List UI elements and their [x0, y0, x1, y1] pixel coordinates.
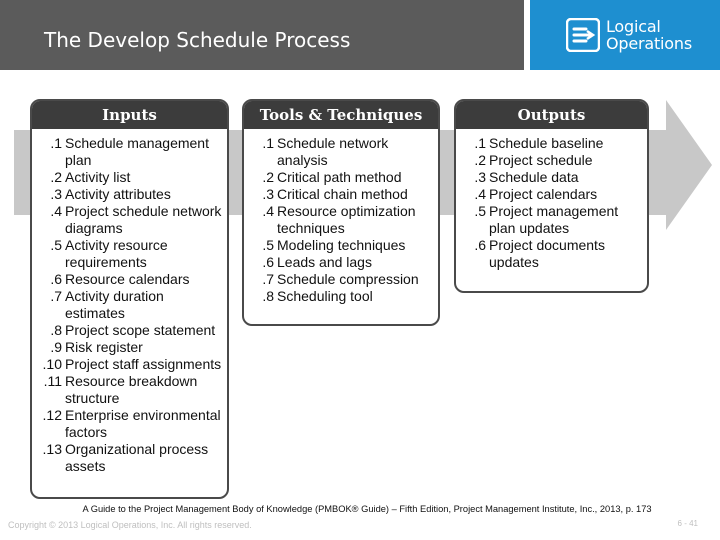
item-number: .4 [50, 203, 62, 219]
tools-list-item [244, 169, 438, 186]
tools-heading: Tools & Techniques [244, 101, 438, 129]
copyright: Copyright © 2013 Logical Operations, Inc. All rights reserved. [8, 520, 252, 530]
inputs-list [32, 129, 227, 475]
logo-line1: Logical [606, 17, 661, 36]
item-text: Organizational process assets [65, 441, 209, 474]
inputs-list-item [32, 356, 227, 373]
item-text: Critical path method [277, 169, 402, 185]
item-number: .3 [474, 169, 486, 185]
inputs-list-item [32, 407, 227, 441]
item-number: .6 [262, 254, 274, 270]
inputs-list-item [32, 441, 227, 475]
inputs-heading: Inputs [32, 101, 227, 129]
item-text: Schedule compression [277, 271, 419, 287]
tools-list [244, 129, 438, 305]
outputs-box [454, 99, 649, 293]
item-number: .5 [50, 237, 62, 253]
item-text: Critical chain method [277, 186, 408, 202]
item-number: .8 [262, 288, 274, 304]
item-number: .11 [43, 373, 62, 389]
item-number: .3 [50, 186, 62, 202]
outputs-list [456, 129, 647, 271]
item-number: .9 [50, 339, 62, 355]
item-text: Activity attributes [65, 186, 171, 202]
item-text: Enterprise environmental factors [65, 407, 221, 440]
tools-list-item [244, 254, 438, 271]
tools-list-item [244, 186, 438, 203]
item-number: .6 [474, 237, 486, 253]
tools-list-item [244, 237, 438, 254]
item-number: .8 [50, 322, 62, 338]
citation: A Guide to the Project Management Body of Knowledge (PMBOK® Guide) – Fifth Edition, Project Management Institute, Inc., 2013, p. 173 [82, 504, 652, 514]
inputs-list-item [32, 135, 227, 169]
item-text: Project documents updates [489, 237, 605, 270]
item-number: .1 [262, 135, 274, 151]
item-number: .6 [50, 271, 62, 287]
outputs-list-item [456, 186, 647, 203]
item-text: Scheduling tool [277, 288, 373, 304]
page-title: The Develop Schedule Process [44, 28, 351, 52]
item-text: Modeling techniques [277, 237, 406, 253]
outputs-list-item [456, 203, 647, 237]
item-number: .3 [262, 186, 274, 202]
item-text: Project scope statement [65, 322, 216, 338]
outputs-list-item [456, 237, 647, 271]
item-number: .7 [262, 271, 274, 287]
item-number: .1 [474, 135, 486, 151]
item-text: Project management plan updates [489, 203, 619, 236]
outputs-list-item [456, 169, 647, 186]
inputs-list-item [32, 169, 227, 186]
item-number: .4 [474, 186, 486, 202]
item-number: .10 [42, 356, 62, 372]
item-number: .12 [42, 407, 62, 423]
inputs-list-item [32, 373, 227, 407]
item-number: .5 [474, 203, 486, 219]
item-number: .2 [50, 169, 62, 185]
tools-list-item [244, 271, 438, 288]
inputs-list-item [32, 186, 227, 203]
item-number: .1 [50, 135, 62, 151]
tools-list-item [244, 135, 438, 169]
item-text: Risk register [65, 339, 143, 355]
item-text: Resource optimization techniques [277, 203, 416, 236]
item-text: Project calendars [489, 186, 598, 202]
item-text: Project schedule network diagrams [65, 203, 222, 236]
item-text: Schedule data [489, 169, 579, 185]
page-number: 6 - 41 [677, 519, 698, 528]
item-text: Schedule baseline [489, 135, 604, 151]
outputs-list-item [456, 152, 647, 169]
item-text: Schedule network analysis [277, 135, 389, 168]
item-text: Resource breakdown structure [65, 373, 198, 406]
item-text: Resource calendars [65, 271, 190, 287]
inputs-list-item [32, 237, 227, 271]
item-text: Schedule management plan [65, 135, 209, 168]
inputs-box [30, 99, 229, 499]
tools-list-item [244, 203, 438, 237]
tools-box [242, 99, 440, 326]
outputs-heading: Outputs [456, 101, 647, 129]
inputs-list-item [32, 203, 227, 237]
inputs-list-item [32, 339, 227, 356]
item-text: Project schedule [489, 152, 593, 168]
item-number: .5 [262, 237, 274, 253]
item-number: .2 [262, 169, 274, 185]
item-text: Activity resource requirements [65, 237, 168, 270]
item-text: Leads and lags [277, 254, 372, 270]
inputs-list-item [32, 271, 227, 288]
logo-line2: Operations [606, 34, 692, 53]
item-text: Activity list [65, 169, 131, 185]
item-number: .13 [42, 441, 62, 457]
item-number: .7 [50, 288, 62, 304]
tools-list-item [244, 288, 438, 305]
item-number: .4 [262, 203, 274, 219]
item-text: Project staff assignments [65, 356, 222, 372]
inputs-list-item [32, 288, 227, 322]
outputs-list-item [456, 135, 647, 152]
item-text: Activity duration estimates [65, 288, 164, 321]
item-number: .2 [474, 152, 486, 168]
inputs-list-item [32, 322, 227, 339]
